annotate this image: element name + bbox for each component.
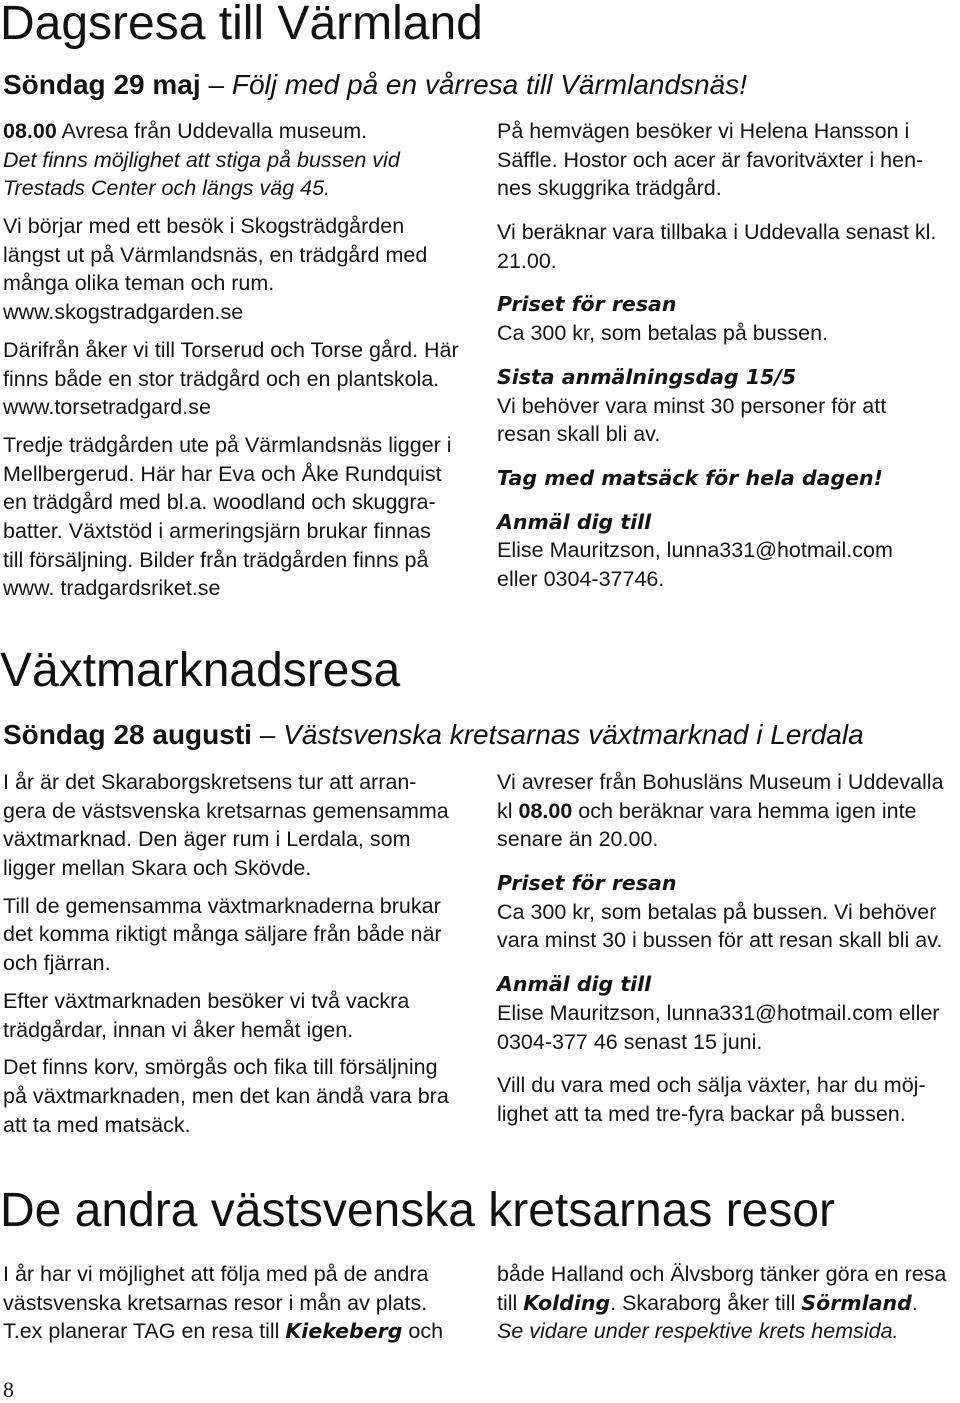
- text-run: Ca 300 kr, som betalas på bussen. Vi behöver: [497, 899, 937, 924]
- text-run: kl: [497, 798, 519, 823]
- text-line: [497, 117, 957, 146]
- italic-text: Det finns möjlighet att stiga på bussen vid: [3, 147, 400, 172]
- text-run: Vi avreser från Bohusläns Museum i Uddevalla: [497, 770, 944, 794]
- text-run: västsvenska kretsarnas resor i mån av plats.: [3, 1290, 428, 1315]
- text-line: [3, 1053, 473, 1082]
- text-line: [3, 768, 473, 797]
- left-column: [3, 1260, 473, 1346]
- section-subtitle: [3, 69, 747, 101]
- text-line: [3, 546, 473, 575]
- text-line: [3, 146, 473, 175]
- text-line: [497, 247, 957, 276]
- paragraph: [3, 768, 473, 883]
- text-line: [3, 987, 473, 1016]
- text-line: [497, 1100, 957, 1129]
- paragraph: [3, 336, 473, 422]
- emphasis-label: Sista anmälningsdag 15/5: [497, 364, 797, 389]
- text-line: [497, 768, 957, 797]
- text-run: Därifrån åker vi till Torserud och Torse gård. Här: [3, 337, 459, 362]
- dash-separator: –: [208, 69, 225, 100]
- text-run: trädgårdar, innan vi åker hemåt igen.: [3, 1017, 354, 1042]
- text-line: [3, 298, 473, 327]
- text-run: Det finns korv, smörgås och fika till försäljning: [3, 1055, 438, 1080]
- text-run: finns både en stor trädgård och en plantskola.: [3, 366, 440, 391]
- text-run: att ta med matsäck.: [3, 1112, 191, 1137]
- text-line: [497, 363, 957, 392]
- text-run: T.ex planerar TAG en resa till: [3, 1319, 286, 1344]
- text-line: [3, 920, 473, 949]
- page-number: 8: [3, 1377, 14, 1402]
- paragraph: [3, 987, 473, 1044]
- text-run: Till de gemensamma växtmarknaderna brukar: [3, 893, 441, 918]
- text-line: [3, 517, 473, 546]
- text-run: växtmarknad. Den äger rum i Lerdala, som: [3, 827, 411, 852]
- text-run: till: [497, 1290, 524, 1315]
- paragraph: [497, 117, 957, 203]
- text-run: Vi börjar med ett besök i Skogsträdgården: [3, 214, 405, 239]
- text-line: [497, 392, 957, 421]
- text-run: och: [402, 1319, 444, 1344]
- text-line: [3, 892, 473, 921]
- emphasis-label: Anmäl dig till: [497, 972, 652, 997]
- text-line: [497, 319, 957, 348]
- text-line: [3, 1082, 473, 1111]
- text-run: till försäljning. Bilder från trädgården finns på: [3, 547, 429, 572]
- text-line: [497, 926, 957, 955]
- bold-text: 08.00: [518, 798, 573, 823]
- event-tagline: Följ med på en vårresa till Värmlandsnäs!: [231, 69, 747, 100]
- text-run: Vi beräknar vara tillbaka i Uddevalla senast kl.: [497, 220, 937, 245]
- text-line: [3, 488, 473, 517]
- text-line: [3, 174, 473, 203]
- paragraph: [497, 768, 957, 854]
- left-column: [3, 117, 473, 603]
- italic-text: Trestads Center och längs väg 45.: [3, 176, 331, 201]
- text-run: . Skaraborg åker till: [610, 1290, 802, 1315]
- text-line: [497, 1260, 957, 1289]
- text-line: [497, 508, 957, 537]
- text-line: [497, 1028, 957, 1057]
- paragraph: [497, 218, 957, 275]
- text-run: ligger mellan Skara och Skövde.: [3, 856, 312, 881]
- section-title: Dagsresa till Värmland: [0, 0, 483, 50]
- paragraph: [497, 1260, 957, 1346]
- right-column: [497, 117, 957, 594]
- text-line: [497, 1289, 957, 1318]
- text-line: [3, 241, 473, 270]
- text-run: I år är det Skaraborgskretsens tur att arran-: [3, 770, 417, 794]
- paragraph: [497, 970, 957, 1056]
- text-run: 0304-377 46 senast 15 juni.: [497, 1029, 763, 1054]
- text-line: [3, 854, 473, 883]
- text-line: [3, 393, 473, 422]
- text-line: [3, 460, 473, 489]
- emphasis-label: Priset för resan: [497, 871, 677, 896]
- text-run: Säffle. Hostor och acer är favoritväxter i hen-: [497, 147, 924, 172]
- text-line: [497, 869, 957, 898]
- paragraph: [497, 1071, 957, 1128]
- text-line: [3, 574, 473, 603]
- text-line: [3, 825, 473, 854]
- event-date: Söndag 28 augusti: [3, 719, 252, 750]
- paragraph: [3, 117, 473, 203]
- text-run: gera de västsvenska kretsarnas gemensamma: [3, 798, 449, 823]
- text-line: [497, 1317, 957, 1346]
- left-column: [3, 768, 473, 1139]
- text-run: senare än 20.00.: [497, 827, 659, 852]
- text-run: längst ut på Värmlandsnäs, en trädgård med: [3, 242, 428, 267]
- text-run: 21.00.: [497, 248, 557, 273]
- text-run: många olika teman och rum.: [3, 271, 275, 296]
- text-line: [3, 797, 473, 826]
- paragraph: [497, 363, 957, 449]
- text-line: [497, 290, 957, 319]
- text-run: det komma riktigt många säljare från både när: [3, 922, 442, 947]
- italic-text: Se vidare under respektive krets hemsida.: [497, 1319, 899, 1344]
- text-line: [497, 536, 957, 565]
- text-line: [3, 1317, 473, 1346]
- text-line: [497, 464, 957, 493]
- text-run: både Halland och Älvsborg tänker göra en resa: [497, 1262, 947, 1286]
- paragraph: [497, 869, 957, 955]
- section-title: Växtmarknadsresa: [0, 644, 401, 697]
- paragraph: [497, 290, 957, 347]
- text-line: [497, 174, 957, 203]
- paragraph: [3, 212, 473, 327]
- text-line: [3, 269, 473, 298]
- text-run: .: [911, 1290, 918, 1315]
- text-line: [3, 1289, 473, 1318]
- text-line: [3, 336, 473, 365]
- text-run: nes skuggrika trädgård.: [497, 176, 722, 201]
- text-line: [497, 1071, 957, 1100]
- paragraph: [497, 464, 957, 493]
- text-run: eller 0304-37746.: [497, 566, 665, 591]
- text-run: Ca 300 kr, som betalas på bussen.: [497, 321, 829, 346]
- text-run: På hemvägen besöker vi Helena Hansson i: [497, 119, 910, 143]
- text-line: [3, 1111, 473, 1140]
- text-line: [497, 565, 957, 594]
- text-run: www.skogstradgarden.se: [3, 300, 244, 325]
- text-line: [497, 999, 957, 1028]
- text-line: [497, 898, 957, 927]
- paragraph: [497, 508, 957, 594]
- text-line: [3, 949, 473, 978]
- text-line: [3, 117, 473, 146]
- text-run: Elise Mauritzson, lunna331@hotmail.com eller: [497, 1000, 940, 1025]
- text-run: en trädgård med bl.a. woodland och skuggra-: [3, 490, 436, 515]
- emphasis-label: Kolding: [523, 1290, 611, 1315]
- paragraph: [3, 1260, 473, 1346]
- text-run: Avresa från Uddevalla museum.: [56, 119, 368, 143]
- emphasis-label: Tag med matsäck för hela dagen!: [497, 465, 883, 490]
- emphasis-label: Sörmland: [801, 1290, 912, 1315]
- text-line: [3, 431, 473, 460]
- section-title: De andra västsvenska kretsarnas resor: [0, 1184, 836, 1237]
- text-line: [3, 1260, 473, 1289]
- emphasis-label: Kiekeberg: [285, 1319, 403, 1344]
- bold-text: 08.00: [3, 119, 57, 143]
- emphasis-label: Anmäl dig till: [497, 509, 652, 534]
- text-run: batter. Växtstöd i armeringsjärn brukar finnas: [3, 518, 431, 543]
- text-run: Vi behöver vara minst 30 personer för att: [497, 393, 887, 418]
- text-line: [3, 365, 473, 394]
- paragraph: [3, 1053, 473, 1139]
- text-run: I år har vi möjlighet att följa med på de andra: [3, 1262, 429, 1286]
- paragraph: [3, 431, 473, 603]
- paragraph: [3, 892, 473, 978]
- text-run: Vill du vara med och sälja växter, har du möj-: [497, 1073, 926, 1098]
- text-run: www. tradgardsriket.se: [3, 576, 221, 601]
- text-line: [497, 146, 957, 175]
- event-date: Söndag 29 maj: [3, 69, 201, 100]
- text-line: [497, 797, 957, 826]
- text-line: [497, 218, 957, 247]
- text-line: [497, 420, 957, 449]
- text-line: [497, 970, 957, 999]
- text-run: Tredje trädgården ute på Värmlandsnäs ligger i: [3, 432, 452, 457]
- event-tagline: Västsvenska kretsarnas växtmarknad i Lerdala: [283, 719, 864, 750]
- section-subtitle: [3, 719, 864, 751]
- right-column: [497, 1260, 957, 1346]
- text-run: Elise Mauritzson, lunna331@hotmail.com: [497, 538, 893, 563]
- text-run: på växtmarknaden, men det kan ändå vara bra: [3, 1083, 449, 1108]
- emphasis-label: Priset för resan: [497, 292, 677, 317]
- text-run: Mellbergerud. Här har Eva och Åke Rundquist: [3, 461, 442, 486]
- text-run: vara minst 30 i bussen för att resan skall bli av.: [497, 928, 943, 953]
- text-run: och beräknar vara hemma igen inte: [572, 798, 917, 823]
- text-line: [497, 825, 957, 854]
- text-line: [3, 212, 473, 241]
- text-run: lighet att ta med tre-fyra backar på bussen.: [497, 1101, 906, 1126]
- text-line: [3, 1016, 473, 1045]
- text-run: www.torsetradgard.se: [3, 395, 211, 420]
- right-column: [497, 768, 957, 1129]
- dash-separator: –: [259, 719, 276, 750]
- text-run: och fjärran.: [3, 951, 111, 976]
- text-run: Efter växtmarknaden besöker vi två vackra: [3, 988, 410, 1013]
- text-run: resan skall bli av.: [497, 422, 661, 447]
